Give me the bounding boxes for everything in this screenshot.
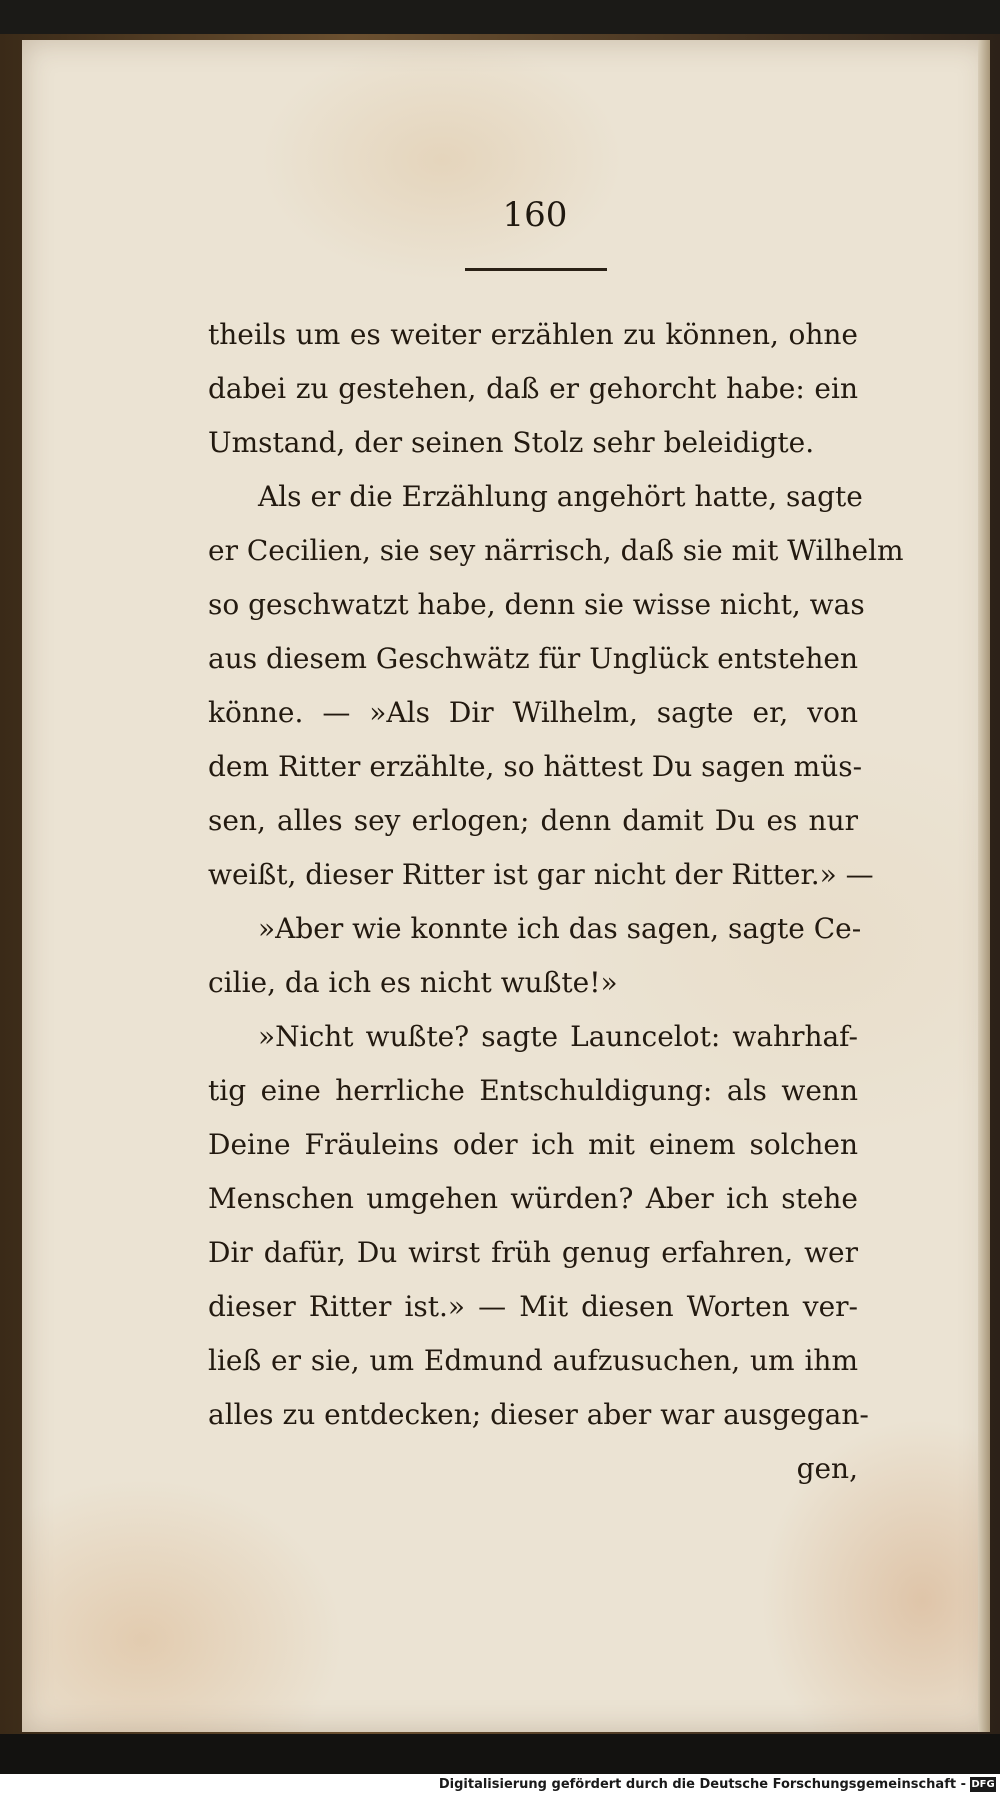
text-line: »Aber wie konnte ich das sagen, sagte Ce- bbox=[258, 912, 862, 945]
text-line: sen, alles sey erlogen; denn damit Du es nur bbox=[208, 804, 858, 837]
text-line: dem Ritter erzählte, so hättest Du sagen müs- bbox=[208, 750, 863, 783]
digitization-credit: Digitalisierung gefördert durch die Deutsche Forschungsgemeinschaft - bbox=[438, 1777, 966, 1792]
text-line: weißt, dieser Ritter ist gar nicht der Ritter.» — bbox=[208, 858, 874, 891]
page-number-rule bbox=[465, 268, 607, 271]
text-line: cilie, da ich es nicht wußte!» bbox=[208, 966, 618, 999]
text-line: theils um es weiter erzählen zu können, ohne bbox=[208, 318, 858, 351]
text-line: ließ er sie, um Edmund aufzusuchen, um ihm bbox=[208, 1344, 858, 1377]
scan-top-border bbox=[0, 0, 1000, 36]
scan-bottom-border bbox=[0, 1734, 1000, 1774]
text-line: tig eine herrliche Entschuldigung: als wenn bbox=[208, 1074, 858, 1107]
credit-strip bbox=[0, 1774, 1000, 1797]
text-line: er Cecilien, sie sey närrisch, daß sie mit Wilhelm bbox=[208, 534, 904, 567]
text-line: so geschwatzt habe, denn sie wisse nicht, was bbox=[208, 588, 865, 621]
text-line: »Nicht wußte? sagte Launcelot: wahrhaf- bbox=[258, 1020, 858, 1053]
text-line: aus diesem Geschwätz für Unglück entstehen bbox=[208, 642, 858, 675]
text-line: Dir dafür, Du wirst früh genug erfahren, wer bbox=[208, 1236, 858, 1269]
body-text bbox=[208, 308, 904, 1496]
dfg-logo: DFG bbox=[971, 1779, 995, 1790]
text-line: Menschen umgehen würden? Aber ich stehe bbox=[208, 1182, 858, 1215]
text-line: Umstand, der seinen Stolz sehr beleidigte. bbox=[208, 426, 815, 459]
text-line: könne. — »Als Dir Wilhelm, sagte er, von bbox=[208, 696, 858, 729]
text-line: dieser Ritter ist.» — Mit diesen Worten ver- bbox=[208, 1290, 858, 1323]
text-line: Deine Fräuleins oder ich mit einem solchen bbox=[208, 1128, 858, 1161]
catchword: gen, bbox=[796, 1452, 858, 1485]
page-edge bbox=[978, 40, 990, 1732]
text-line: Als er die Erzählung angehört hatte, sagte bbox=[258, 480, 863, 513]
text-line: alles zu entdecken; dieser aber war ausgegan- bbox=[208, 1398, 869, 1431]
page-number: 160 bbox=[502, 195, 568, 235]
text-line: dabei zu gestehen, daß er gehorcht habe: ein bbox=[208, 372, 858, 405]
